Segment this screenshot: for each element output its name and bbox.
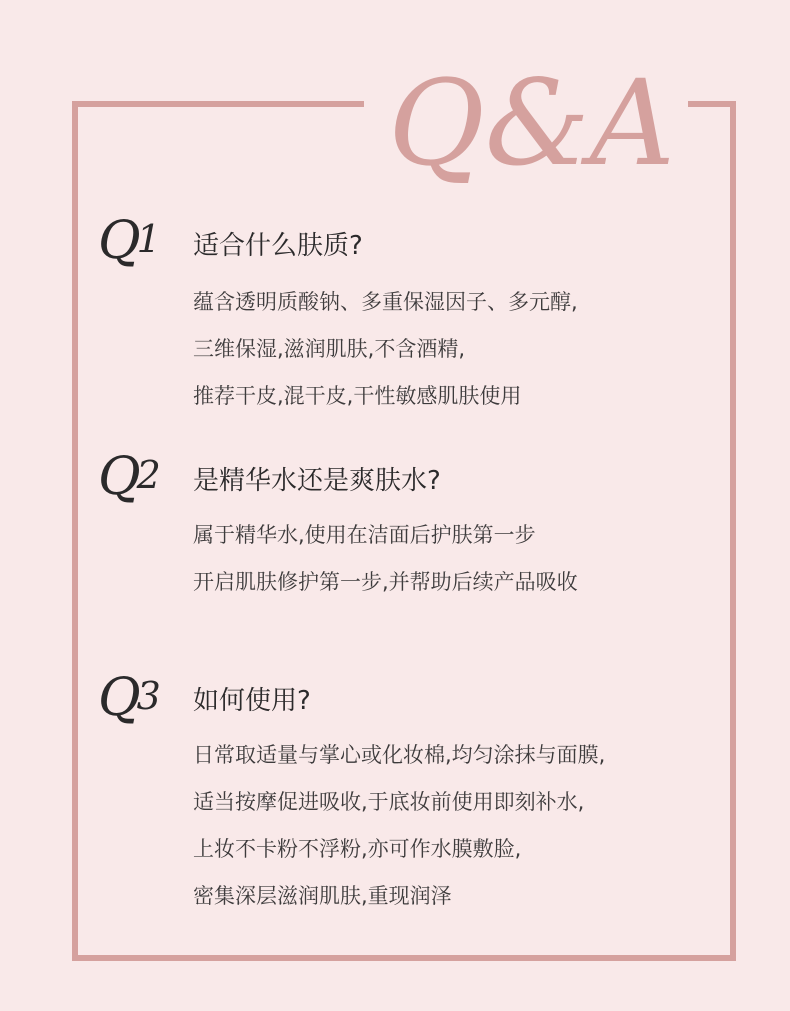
question-3-title: 如何使用? (193, 686, 311, 716)
question-3-answer-line-3: 上妆不卡粉不浮粉,亦可作水膜敷脸, (193, 837, 522, 861)
question-1-mark-letter: Q (98, 211, 141, 271)
question-2-answer (193, 512, 578, 606)
question-3-answer (193, 732, 605, 920)
question-2-title: 是精华水还是爽肤水? (193, 466, 441, 496)
frame-right-line (730, 101, 736, 961)
frame-left-line (72, 101, 78, 961)
question-1-title: 适合什么肤质? (193, 231, 363, 261)
question-1-answer-line-3: 推荐干皮,混干皮,干性敏感肌肤使用 (193, 384, 522, 408)
question-1-mark-number: 1 (136, 217, 161, 261)
frame-bottom-line (72, 955, 736, 961)
question-1-answer-line-1: 蕴含透明质酸钠、多重保湿因子、多元醇, (193, 290, 578, 314)
qa-heading: Q&A (388, 54, 675, 192)
frame-top-left-line (72, 101, 364, 107)
question-3-answer-line-1: 日常取适量与掌心或化妆棉,均匀涂抹与面膜, (193, 743, 606, 767)
question-2-mark-letter: Q (98, 447, 141, 507)
frame-top-right-line (688, 101, 736, 107)
question-2-answer-line-1: 属于精华水,使用在洁面后护肤第一步 (193, 523, 536, 547)
question-2-mark (98, 446, 190, 516)
question-2-answer-line-2: 开启肌肤修护第一步,并帮助后续产品吸收 (193, 570, 578, 594)
question-3-mark-number: 3 (136, 674, 161, 718)
question-3-mark-letter: Q (98, 668, 141, 728)
question-3-answer-line-2: 适当按摩促进吸收,于底妆前使用即刻补水, (193, 790, 585, 814)
question-2-mark-number: 2 (136, 453, 161, 497)
question-1-answer (193, 279, 578, 420)
question-1-answer-line-2: 三维保湿,滋润肌肤,不含酒精, (193, 337, 466, 361)
question-3-answer-line-4: 密集深层滋润肌肤,重现润泽 (193, 884, 452, 908)
question-3-mark (98, 667, 190, 737)
question-1-mark (98, 210, 190, 280)
